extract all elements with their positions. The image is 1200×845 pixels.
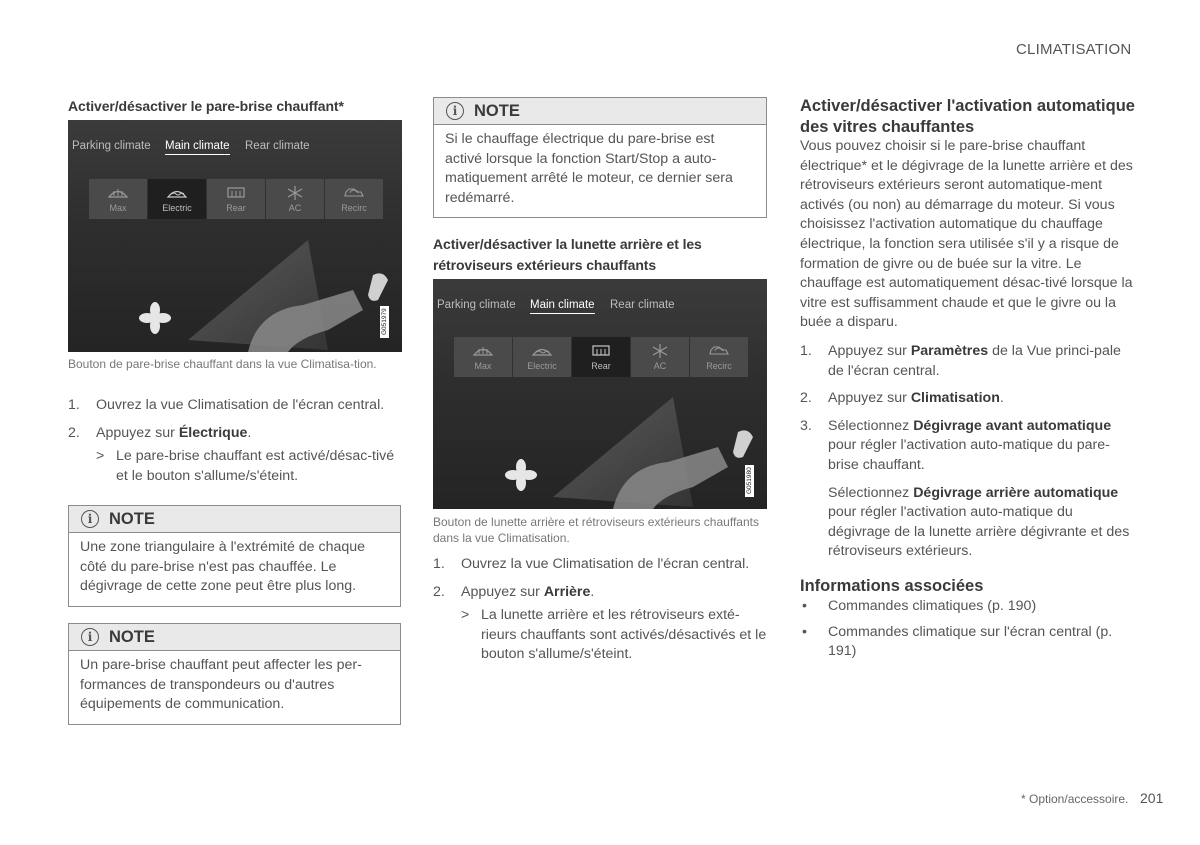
tab-parking-climate: Parking climate (72, 140, 151, 152)
climate-screen-image-2 (433, 279, 767, 509)
tab-rear-climate: Rear climate (245, 140, 310, 152)
rear-button: Rear (207, 179, 265, 219)
screen-tabs (433, 279, 767, 319)
step-2-result: > La lunette arrière et les rétroviseurs exté-rieurs chauffants sont activés/désactivés et le bouton s'allume/s'éteint. (461, 607, 767, 663)
caption-1: Bouton de pare-brise chauffant dans la vue Climatisa-tion. (68, 357, 377, 371)
fan-icon (505, 459, 537, 491)
seat-airflow-graphic (128, 230, 398, 352)
ac-button: AC (631, 337, 689, 377)
footnote: * Option/accessoire. (1021, 792, 1129, 806)
tab-rear-climate: Rear climate (610, 299, 675, 311)
windshield-heat-icon (166, 185, 188, 201)
related-list (800, 597, 1120, 662)
image-code: G051979 (380, 306, 389, 338)
climate-button-row (454, 337, 749, 377)
max-button: Max (454, 337, 512, 377)
page-number: 201 (1140, 790, 1164, 806)
max-defrost-icon (107, 185, 129, 201)
rear-defrost-icon (590, 343, 612, 359)
steps-1 (68, 396, 403, 486)
image-code: G051980 (745, 465, 754, 497)
recirculation-icon (708, 343, 730, 359)
related-link-2[interactable]: • Commandes climatique sur l'écran central (p. 191) (802, 623, 1113, 660)
climate-screen-image-1 (68, 120, 402, 352)
rear-button: Rear (572, 337, 630, 377)
note-box-1: i NOTE Une zone triangulaire à l'extrémité de chaque côté du pare-brise n'est pas chauffée. Le dégivrage de cette zone peut être plus long. (68, 505, 401, 607)
heading-auto-activation: Activer/désactiver l'activation automatique des vitres chauffantes (800, 97, 1135, 136)
max-defrost-icon (472, 343, 494, 359)
info-icon: i (81, 628, 99, 646)
steps-2 (433, 555, 769, 665)
step-3b: Sélectionnez Dégivrage arrière automatique pour régler l'activation auto-matique du dégivrage de la lunette arrière dégivrante et des rétroviseurs extérieurs. (828, 484, 1130, 560)
electric-button: Electric (513, 337, 571, 377)
tab-parking-climate: Parking climate (437, 299, 516, 311)
section-header: CLIMATISATION (1016, 41, 1132, 58)
intro-paragraph: Vous pouvez choisir si le pare-brise chauffant électrique* et le dégivrage de la lunette arrière et des rétroviseurs extérieurs seront automatique-ment activés (ou non) au démarrage du moteur. Si vous choisissez l'activation automatique du chauffage électrique, la fonction sera utilisée s'il y a risque de formation de givre ou de buée sur la vitre. Le chauffage est automatiquement désac-tivé lorsque la vitre est suffisamment chaude et que le givre ou la buée a disparu. (800, 138, 1133, 331)
heading-windshield: Activer/désactiver le pare-brise chauffant* (68, 98, 344, 114)
tab-main-climate: Main climate (530, 299, 595, 314)
recirc-button: Recirc (690, 337, 748, 377)
fan-icon (139, 302, 171, 334)
step-1: 1. Ouvrez la vue Climatisation de l'écran central. (433, 556, 750, 572)
recirculation-icon (343, 185, 365, 201)
related-link-1[interactable]: • Commandes climatiques (p. 190) (802, 598, 1037, 614)
seat-airflow-graphic (493, 387, 763, 509)
climate-button-row (89, 179, 384, 219)
recirc-button: Recirc (325, 179, 383, 219)
tab-main-climate: Main climate (165, 140, 230, 155)
screen-tabs (68, 120, 402, 160)
max-button: Max (89, 179, 147, 219)
snowflake-icon (284, 185, 306, 201)
rear-defrost-icon (225, 185, 247, 201)
step-2: 2. Appuyez sur Électrique. (68, 424, 252, 441)
step-2: 2. Appuyez sur Climatisation. (800, 390, 1004, 407)
note-box-2: i NOTE Un pare-brise chauffant peut affecter les per-formances de transpondeurs ou d'autres équipements de communication. (68, 623, 401, 725)
step-1: 1. Appuyez sur Paramètres de la Vue princi-pale de l'écran central. (800, 343, 1121, 379)
electric-button: Electric (148, 179, 206, 219)
steps-3 (800, 342, 1135, 562)
note-box-3: i NOTE Si le chauffage électrique du pare-brise est activé lorsque la fonction Start/Stop a auto-matiquement arrêté le moteur, ce dernier sera redémarré. (433, 97, 767, 218)
step-2-result: > Le pare-brise chauffant est activé/désac-tivé et le bouton s'allume/s'éteint. (96, 448, 395, 484)
caption-2: Bouton de lunette arrière et rétroviseurs extérieurs chauffants dans la vue Climatisation. (433, 515, 759, 545)
heading-rear-window: Activer/désactiver la lunette arrière et les rétroviseurs extérieurs chauffants (433, 236, 702, 273)
step-3: 3. Sélectionnez Dégivrage avant automatique pour régler l'activation auto-matique du pare-brise chauffant. (800, 417, 1112, 473)
step-2: 2. Appuyez sur Arrière. (433, 583, 595, 600)
info-icon: i (446, 102, 464, 120)
info-icon: i (81, 510, 99, 528)
snowflake-icon (649, 343, 671, 359)
related-heading: Informations associées (800, 577, 984, 595)
windshield-heat-icon (531, 343, 553, 359)
ac-button: AC (266, 179, 324, 219)
step-1: 1. Ouvrez la vue Climatisation de l'écran central. (68, 397, 385, 413)
